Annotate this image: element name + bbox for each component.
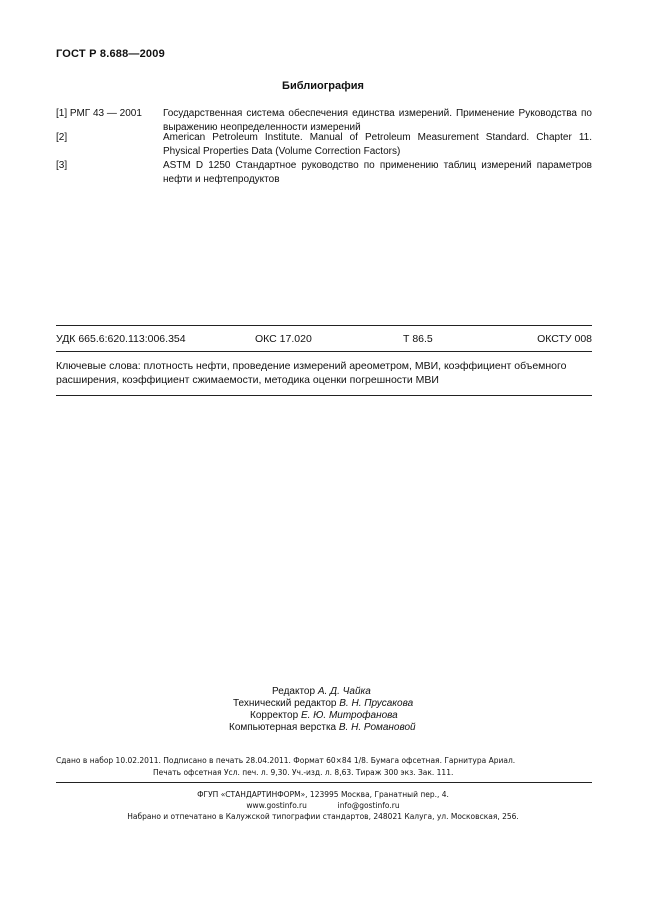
oks-code: ОКС 17.020 bbox=[255, 333, 312, 345]
bibliography-item bbox=[56, 159, 592, 187]
bibliography-title: Библиография bbox=[282, 80, 364, 92]
publisher-email: info@gostinfo.ru bbox=[337, 801, 400, 810]
divider bbox=[56, 351, 592, 352]
bibliography-item bbox=[56, 131, 592, 159]
publisher-address: ФГУП «СТАНДАРТИНФОРМ», 123995 Москва, Гранатный пер., 4. bbox=[197, 790, 449, 799]
bibliography-item-number: [3] bbox=[56, 160, 68, 171]
publisher-block bbox=[0, 789, 646, 822]
publisher-contacts bbox=[0, 800, 646, 811]
bibliography-item-text: American Petroleum Institute. Manual of Petroleum Measurement Standard. Chapter 11. Physical Properties Data (Volume Correction Factors) bbox=[163, 132, 592, 157]
credit-role: Технический редактор bbox=[233, 698, 337, 709]
publisher-website: www.gostinfo.ru bbox=[246, 801, 307, 810]
credit-tech-editor bbox=[233, 698, 413, 710]
printing-house: Набрано и отпечатано в Калужской типографии стандартов, 248021 Калуга, ул. Московская, 256. bbox=[127, 812, 519, 821]
bibliography-item-number: [1] РМГ 43 — 2001 bbox=[56, 108, 142, 119]
credit-name: Е. Ю. Митрофанова bbox=[300, 710, 398, 721]
bibliography-item-text: Государственная система обеспечения единства измерений. Применение Руководства по выражению неопределенности измерений bbox=[163, 108, 592, 133]
divider bbox=[56, 325, 592, 326]
keywords: Ключевые слова: плотность нефти, проведение измерений ареометром, МВИ, коэффициент объемного расширения, коэффициент сжимаемости, методика оценки погрешности МВИ bbox=[56, 360, 567, 386]
credit-role: Компьютерная верстка bbox=[229, 722, 337, 733]
credit-name: В. Н. Романовой bbox=[338, 722, 416, 733]
credit-name: А. Д. Чайка bbox=[317, 686, 371, 697]
credit-role: Редактор bbox=[272, 686, 316, 697]
credit-role: Корректор bbox=[250, 710, 299, 721]
okstu-code: ОКСТУ 008 bbox=[537, 333, 592, 345]
t-code: Т 86.5 bbox=[403, 333, 433, 345]
udk-code: УДК 665.6:620.113:006.354 bbox=[56, 333, 186, 345]
credit-name: В. Н. Прусакова bbox=[339, 698, 414, 709]
divider bbox=[56, 782, 592, 783]
imprint-line: Печать офсетная Усл. печ. л. 9,30. Уч.-изд. л. 8,63. Тираж 300 экз. Зак. 111. bbox=[153, 768, 454, 777]
bibliography-item-text: ASTM D 1250 Стандартное руководство по применению таблиц измерений параметров нефти и нефтепродуктов bbox=[163, 160, 592, 185]
imprint-line: Сдано в набор 10.02.2011. Подписано в печать 28.04.2011. Формат 60×84 1/8. Бумага офсетная. Гарнитура Ариал. bbox=[56, 756, 516, 765]
document-header: ГОСТ Р 8.688—2009 bbox=[56, 48, 165, 60]
divider bbox=[56, 395, 592, 396]
credit-editor bbox=[272, 686, 371, 698]
credit-corrector bbox=[250, 710, 398, 722]
bibliography-item-number: [2] bbox=[56, 132, 68, 143]
credit-layout bbox=[229, 722, 416, 734]
